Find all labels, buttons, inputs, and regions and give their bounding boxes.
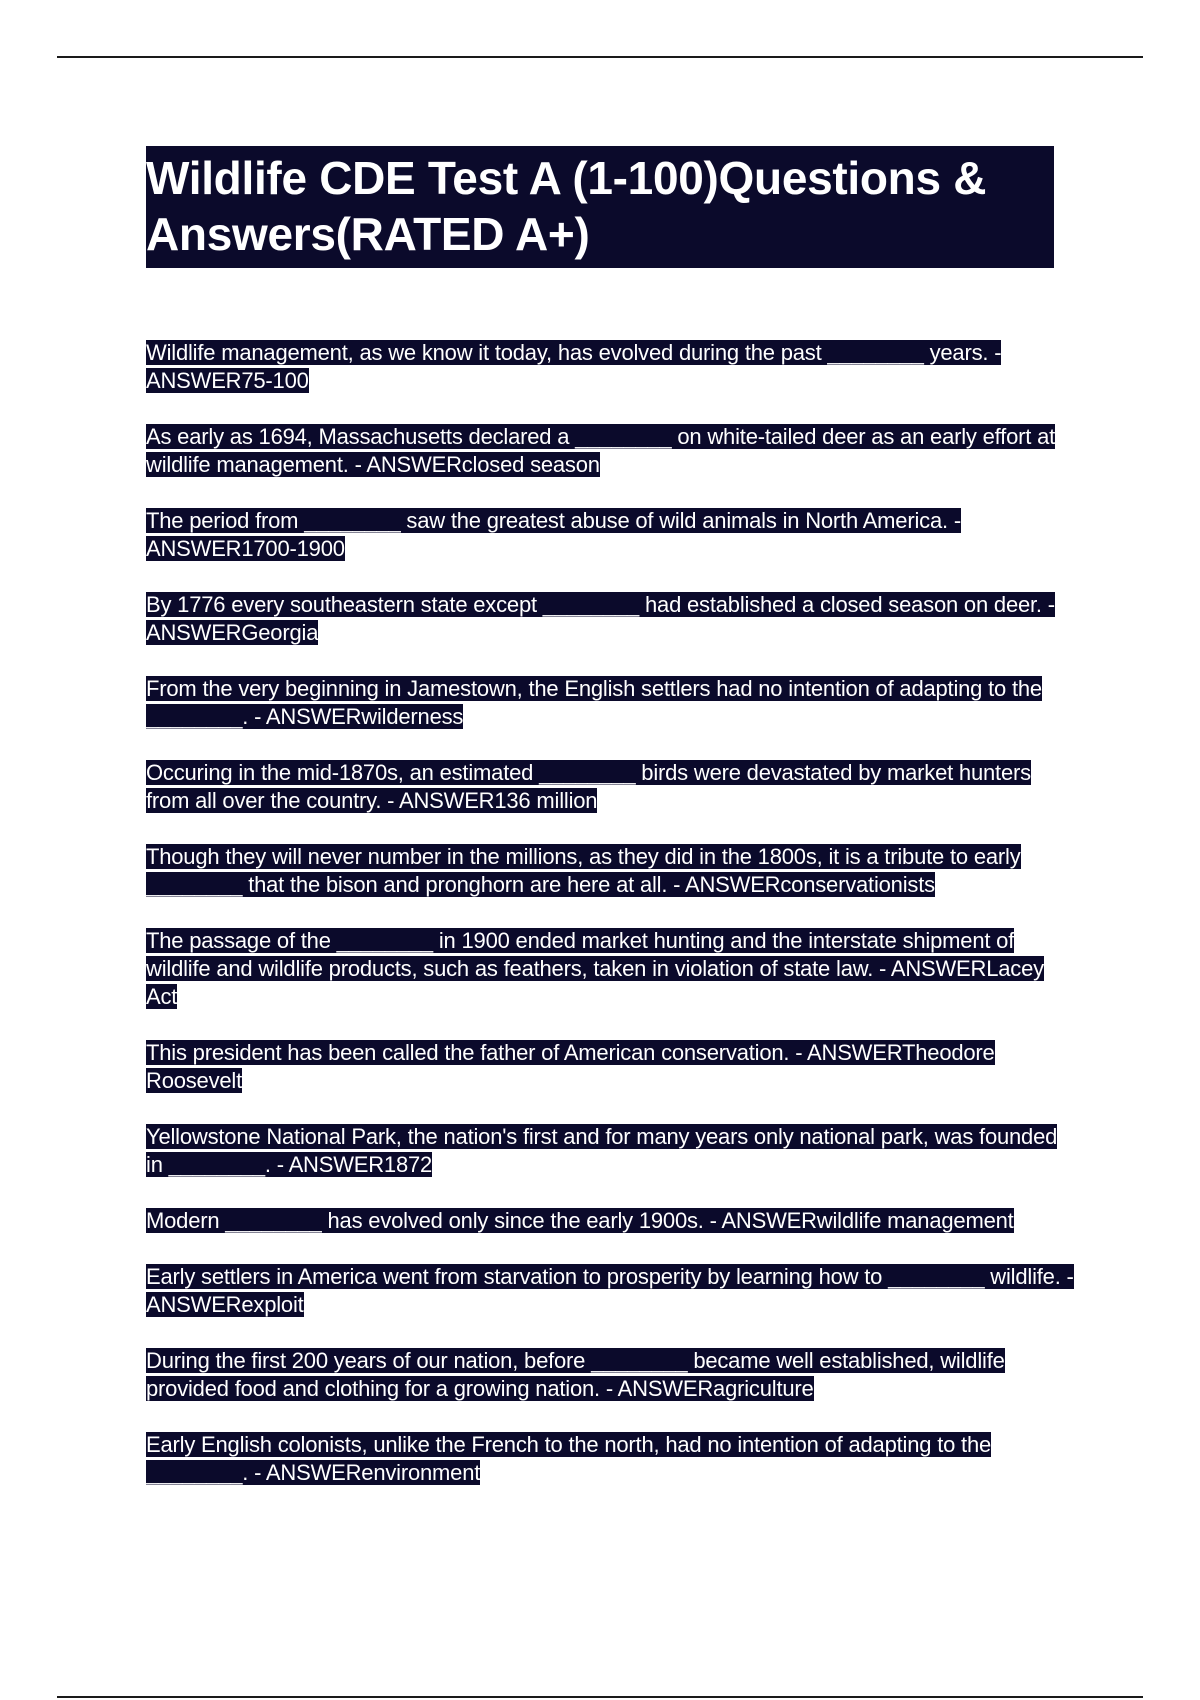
question-text: Wildlife management, as we know it today, has evolved during the past ________ years. - ANSWER75-100 bbox=[146, 340, 1002, 393]
question-item bbox=[146, 1039, 1076, 1095]
question-item bbox=[146, 1431, 1076, 1487]
question-text: From the very beginning in Jamestown, the English settlers had no intention of adapting to the ________. - ANSWERwilderness bbox=[146, 676, 1042, 729]
question-item bbox=[146, 1263, 1076, 1319]
question-text: Modern ________ has evolved only since the early 1900s. - ANSWERwildlife management bbox=[146, 1208, 1014, 1233]
page-title: Wildlife CDE Test A (1-100)Questions & Answers(RATED A+) bbox=[146, 152, 987, 260]
header-rule bbox=[57, 56, 1143, 58]
question-item bbox=[146, 759, 1076, 815]
question-item bbox=[146, 507, 1076, 563]
question-item bbox=[146, 423, 1076, 479]
title-banner bbox=[146, 146, 1054, 268]
footer-rule bbox=[57, 1696, 1143, 1698]
question-item bbox=[146, 591, 1076, 647]
question-text: The passage of the ________ in 1900 ended market hunting and the interstate shipment of wildlife and wildlife products, such as feathers, taken in violation of state law. - ANSWERLacey Act bbox=[146, 928, 1044, 1009]
question-item bbox=[146, 927, 1076, 1011]
question-text: Early English colonists, unlike the French to the north, had no intention of adapting to the ________. - ANSWERenvironment bbox=[146, 1432, 992, 1485]
question-list bbox=[146, 339, 1076, 1515]
question-text: As early as 1694, Massachusetts declared a ________ on white-tailed deer as an early effort at wildlife management. - ANSWERclosed season bbox=[146, 424, 1056, 477]
question-text: During the first 200 years of our nation, before ________ became well established, wildlife provided food and clothing for a growing nation. - ANSWERagriculture bbox=[146, 1348, 1005, 1401]
question-text: Yellowstone National Park, the nation's first and for many years only national park, was founded in ________. - ANSWER1872 bbox=[146, 1124, 1058, 1177]
question-text: This president has been called the father of American conservation. - ANSWERTheodore Roosevelt bbox=[146, 1040, 995, 1093]
question-text: Though they will never number in the millions, as they did in the 1800s, it is a tribute to early ________ that the bison and pronghorn are here at all. - ANSWERconservationists bbox=[146, 844, 1021, 897]
question-item bbox=[146, 843, 1076, 899]
question-item bbox=[146, 1123, 1076, 1179]
question-item bbox=[146, 1207, 1076, 1235]
question-item bbox=[146, 675, 1076, 731]
question-text: Early settlers in America went from starvation to prosperity by learning how to ________ wildlife. - ANSWERexploit bbox=[146, 1264, 1074, 1317]
question-text: By 1776 every southeastern state except ________ had established a closed season on deer. - ANSWERGeorgia bbox=[146, 592, 1055, 645]
question-item bbox=[146, 1347, 1076, 1403]
question-text: Occuring in the mid-1870s, an estimated ________ birds were devastated by market hunters from all over the country. - ANSWER136 million bbox=[146, 760, 1031, 813]
question-item bbox=[146, 339, 1076, 395]
question-text: The period from ________ saw the greatest abuse of wild animals in North America. - ANSWER1700-1900 bbox=[146, 508, 961, 561]
